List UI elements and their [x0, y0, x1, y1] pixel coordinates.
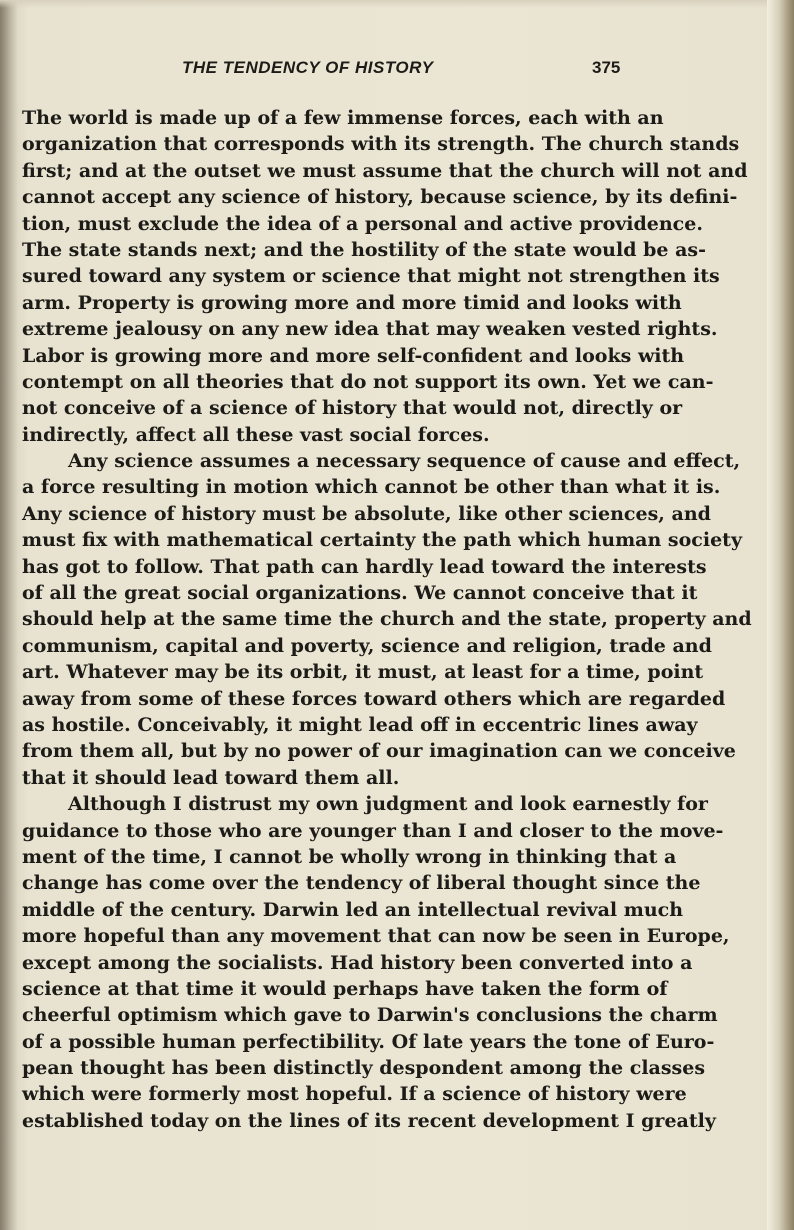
text-line: The world is made up of a few immense forces, each with an: [22, 107, 664, 129]
body-text: [22, 105, 752, 1134]
text-line: science at that time it would perhaps have taken the form of: [22, 977, 668, 1000]
text-line: change has come over the tendency of liberal thought since the: [22, 872, 701, 895]
text-line: except among the socialists. Had history been converted into a: [22, 951, 693, 974]
text-line: organization that corresponds with its strength. The church stands: [22, 133, 740, 156]
page-number: 375: [592, 58, 621, 77]
running-title: THE TENDENCY OF HISTORY: [182, 58, 434, 77]
page-stack-edge: [767, 0, 794, 1230]
text-line: Although I distrust my own judgment and look earnestly for: [68, 793, 708, 816]
text-line: The state stands next; and the hostility of the state would be as-: [22, 238, 706, 261]
text-line: indirectly, affect all these vast social forces.: [22, 423, 490, 446]
text-line: away from some of these forces toward others which are regarded: [22, 687, 726, 710]
text-line: has got to follow. That path can hardly lead toward the interests: [22, 555, 707, 578]
text-line: which were formerly most hopeful. If a science of history were: [22, 1083, 687, 1106]
text-line: middle of the century. Darwin led an intellectual revival much: [22, 898, 684, 921]
paragraph-1: [22, 105, 748, 448]
text-line: must fix with mathematical certainty the path which human society: [22, 529, 742, 552]
text-line: ment of the time, I cannot be wholly wrong in thinking that a: [22, 845, 677, 868]
text-line: that it should lead toward them all.: [22, 766, 400, 789]
text-line: cannot accept any science of history, because science, by its defini-: [22, 186, 738, 209]
running-head: [0, 58, 794, 86]
text-line: not conceive of a science of history that would not, directly or: [22, 397, 683, 420]
paragraph-3: [22, 791, 730, 1134]
text-line: of a possible human perfectibility. Of late years the tone of Euro-: [22, 1030, 715, 1053]
text-line: Any science assumes a necessary sequence of cause and effect,: [68, 450, 741, 473]
text-line: should help at the same time the church and the state, property and: [22, 608, 752, 631]
text-line: Labor is growing more and more self-confident and looks with: [22, 344, 685, 367]
text-line: as hostile. Conceivably, it might lead off in eccentric lines away: [22, 713, 698, 736]
text-line: pean thought has been distinctly despondent among the classes: [22, 1057, 706, 1080]
top-page-edge: [0, 0, 794, 8]
text-line: contempt on all theories that do not support its own. Yet we can-: [22, 370, 714, 393]
text-line: of all the great social organizations. We cannot conceive that it: [22, 582, 698, 605]
text-line: arm. Property is growing more and more timid and looks with: [22, 291, 682, 314]
text-line: guidance to those who are younger than I and closer to the move-: [22, 819, 724, 842]
text-line: a force resulting in motion which cannot be other than what it is.: [22, 476, 721, 499]
text-line: tion, must exclude the idea of a personal and active providence.: [22, 212, 703, 235]
text-line: from them all, but by no power of our imagination can we conceive: [22, 740, 736, 763]
text-line: cheerful optimism which gave to Darwin's conclusions the charm: [22, 1004, 718, 1027]
text-line: communism, capital and poverty, science and religion, trade and: [22, 634, 712, 657]
gutter-shadow: [0, 0, 18, 1230]
text-line: extreme jealousy on any new idea that may weaken vested rights.: [22, 318, 718, 341]
text-line: more hopeful than any movement that can now be seen in Europe,: [22, 925, 730, 948]
text-line: established today on the lines of its recent development I greatly: [22, 1109, 716, 1132]
text-line: art. Whatever may be its orbit, it must, at least for a time, point: [22, 661, 704, 684]
paragraph-2: [22, 448, 752, 791]
text-line: Any science of history must be absolute, like other sciences, and: [22, 502, 711, 525]
text-line: first; and at the outset we must assume that the church will not and: [22, 159, 748, 182]
text-line: sured toward any system or science that might not strengthen its: [22, 265, 720, 288]
